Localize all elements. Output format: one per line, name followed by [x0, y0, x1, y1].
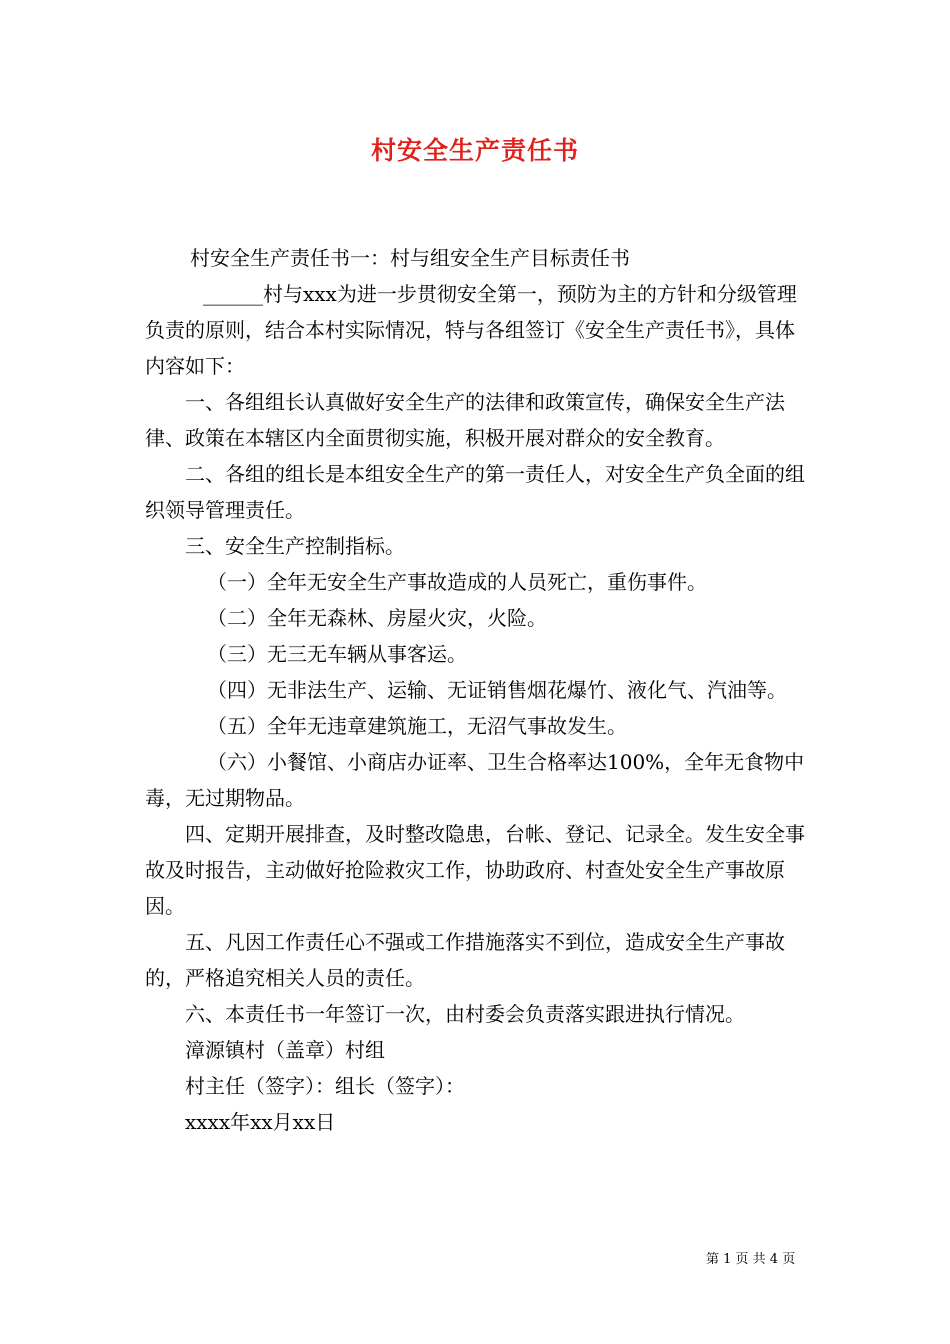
indicator-1-paragraph: （一）全年无安全生产事故造成的人员死亡，重伤事件。: [207, 570, 707, 594]
page-number: 第 1 页 共 4 页: [706, 1252, 796, 1267]
signature-line: 村主任（签字）：组长（签字）：: [185, 1074, 465, 1098]
indicator-4-paragraph: （四）无非法生产、运输、无证销售烟花爆竹、液化气、汽油等。: [207, 678, 787, 702]
clause-3-paragraph: 三、安全生产控制指标。: [185, 534, 405, 558]
indicator-2-paragraph: （二）全年无森林、房屋火灾，火险。: [207, 606, 547, 630]
indicator-6-paragraph: （六）小餐馆、小商店办证率、卫生合格率达100%，全年无食物中毒，无过期物品。: [145, 750, 805, 810]
clause-6-paragraph: 六、本责任书一年签订一次，由村委会负责落实跟进执行情况。: [185, 1002, 745, 1026]
clause-4-paragraph: 四、定期开展排查，及时整改隐患，台帐、登记、记录全。发生安全事故及时报告，主动做好抢险救灾工作，协助政府、村查处安全生产事故原因。: [145, 822, 805, 918]
clause-2-paragraph: 二、各组的组长是本组安全生产的第一责任人，对安全生产负全面的组织领导管理责任。: [145, 462, 805, 522]
clause-1-paragraph: 一、各组组长认真做好安全生产的法律和政策宣传，确保安全生产法律、政策在本辖区内全面贯彻实施，积极开展对群众的安全教育。: [145, 390, 785, 450]
document-body: [145, 240, 813, 1140]
subtitle-paragraph: 村安全生产责任书一：村与组安全生产目标责任书: [190, 246, 630, 270]
clause-5-paragraph: 五、凡因工作责任心不强或工作措施落实不到位，造成安全生产事故的，严格追究相关人员的责任。: [145, 930, 785, 990]
intro-paragraph: ______村与xxx为进一步贯彻安全第一，预防为主的方针和分级管理负责的原则，结合本村实际情况，特与各组签订《安全生产责任书》，具体内容如下：: [145, 282, 797, 378]
seal-line: 漳源镇村（盖章）村组: [185, 1038, 385, 1062]
indicator-5-paragraph: （五）全年无违章建筑施工，无沼气事故发生。: [207, 714, 627, 738]
date-line: xxxx年xx月xx日: [185, 1110, 336, 1134]
document-title: 村安全生产责任书: [370, 136, 579, 165]
indicator-3-paragraph: （三）无三无车辆从事客运。: [207, 642, 467, 666]
